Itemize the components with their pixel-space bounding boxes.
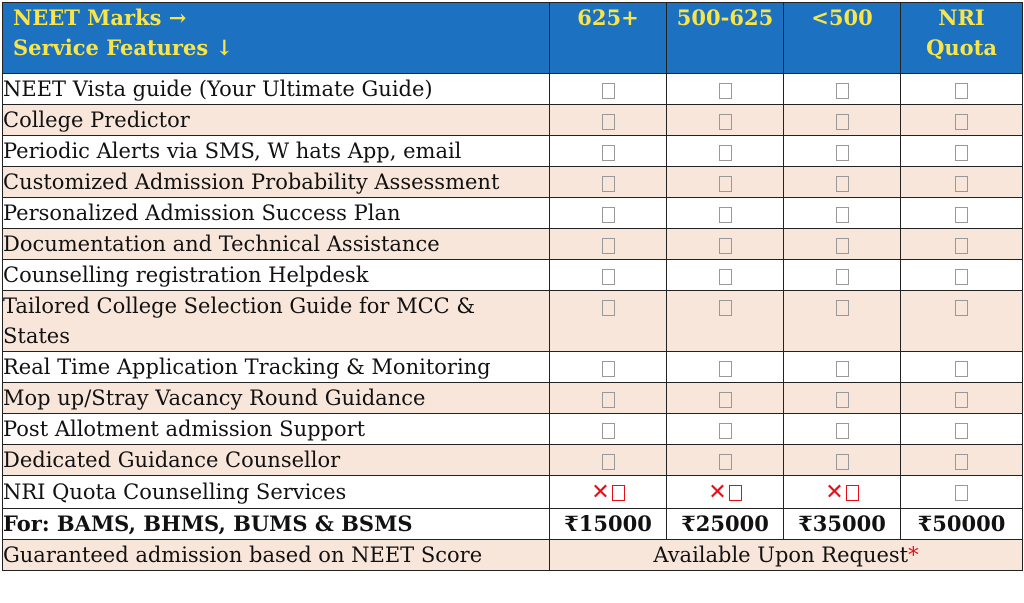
empty-box-icon [602,423,615,439]
mark-cell-nri-quota [901,291,1023,352]
red-cross-icon: ✕ [708,479,727,505]
price-row-label: For: BAMS, BHMS, BUMS & BSMS [3,508,550,539]
mark-cell-625-plus [550,414,667,445]
empty-box-icon [612,485,625,501]
mark-cell-625-plus [550,136,667,167]
mark-cell-below-500 [784,260,901,291]
mark-cell-below-500 [784,476,901,509]
feature-label-cell [3,445,550,476]
mark-cell-625-plus [550,105,667,136]
feature-label: Mop up/Stray Vacancy Round Guidance [3,386,426,410]
empty-box-icon [602,145,615,161]
empty-box-icon [846,485,859,501]
empty-box-icon [719,83,732,99]
empty-box-icon [602,454,615,470]
empty-box-icon [602,361,615,377]
feature-label-cell [3,136,550,167]
feature-label: Personalized Admission Success Plan [3,201,401,225]
empty-box-icon [955,176,968,192]
table-row [3,476,1023,509]
mark-cell-nri-quota [901,445,1023,476]
mark-cell-500-625 [667,383,784,414]
empty-box-icon [836,392,849,408]
mark-cell-500-625 [667,105,784,136]
empty-box-icon [836,300,849,316]
guarantee-asterisk: * [908,542,919,567]
empty-box-icon [602,114,615,130]
empty-box-icon [602,83,615,99]
header-service-features: Service Features ↓ [13,35,234,60]
empty-box-icon [836,238,849,254]
table-row [3,383,1023,414]
empty-box-icon [836,454,849,470]
header-row [3,3,1023,74]
empty-box-icon [955,114,968,130]
mark-cell-below-500 [784,74,901,105]
mark-cell-nri-quota [901,229,1023,260]
mark-cell-below-500 [784,445,901,476]
feature-label: Dedicated Guidance Counsellor [3,448,341,472]
mark-cell-below-500 [784,352,901,383]
empty-box-icon [719,392,732,408]
table-row [3,136,1023,167]
empty-box-icon [955,485,968,501]
empty-box-icon [719,269,732,285]
feature-label: College Predictor [3,108,190,132]
price-500-625: ₹25000 [667,508,784,539]
mark-cell-500-625 [667,352,784,383]
mark-cell-nri-quota [901,476,1023,509]
mark-cell-below-500 [784,105,901,136]
empty-box-icon [836,269,849,285]
table-row [3,229,1023,260]
mark-cell-nri-quota [901,136,1023,167]
empty-box-icon [602,300,615,316]
header-corner [3,3,550,74]
empty-box-icon [955,269,968,285]
mark-cell-nri-quota [901,167,1023,198]
feature-label: Customized Admission Probability Assessment [3,170,500,194]
mark-cell-500-625 [667,74,784,105]
table-row [3,414,1023,445]
empty-box-icon [836,114,849,130]
mark-cell-nri-quota [901,383,1023,414]
mark-cell-625-plus [550,260,667,291]
mark-cell-below-500 [784,229,901,260]
feature-label-cell [3,414,550,445]
empty-box-icon [836,83,849,99]
header-col-nri-quota [901,3,1023,74]
empty-box-icon [719,176,732,192]
empty-box-icon [955,392,968,408]
price-nri-quota: ₹50000 [901,508,1023,539]
feature-label-cell [3,229,550,260]
feature-label: NRI Quota Counselling Services [3,479,347,504]
table-row [3,198,1023,229]
table-row [3,445,1023,476]
feature-label-cell [3,198,550,229]
empty-box-icon [719,207,732,223]
mark-cell-625-plus [550,198,667,229]
header-neet-marks: NEET Marks → [13,5,187,30]
mark-cell-500-625 [667,229,784,260]
mark-cell-625-plus [550,74,667,105]
mark-cell-625-plus [550,476,667,509]
feature-label: Tailored College Selection Guide for MCC & [3,294,476,318]
empty-box-icon [719,114,732,130]
mark-cell-500-625 [667,476,784,509]
mark-cell-625-plus [550,291,667,352]
feature-label: Counselling registration Helpdesk [3,263,369,287]
feature-label-cell [3,260,550,291]
table-row [3,74,1023,105]
guarantee-row-label: Guaranteed admission based on NEET Score [3,539,550,570]
empty-box-icon [836,145,849,161]
empty-box-icon [602,176,615,192]
empty-box-icon [955,238,968,254]
mark-cell-625-plus [550,229,667,260]
table-row [3,167,1023,198]
empty-box-icon [955,454,968,470]
feature-label-cell [3,105,550,136]
mark-cell-625-plus [550,383,667,414]
empty-box-icon [836,361,849,377]
feature-label-cell [3,74,550,105]
mark-cell-500-625 [667,198,784,229]
mark-cell-nri-quota [901,198,1023,229]
mark-cell-below-500 [784,136,901,167]
mark-cell-below-500 [784,414,901,445]
empty-box-icon [955,423,968,439]
mark-cell-500-625 [667,445,784,476]
empty-box-icon [602,392,615,408]
mark-cell-500-625 [667,414,784,445]
price-below-500: ₹35000 [784,508,901,539]
empty-box-icon [719,361,732,377]
mark-cell-nri-quota [901,105,1023,136]
feature-rows [3,74,1023,509]
mark-cell-nri-quota [901,74,1023,105]
guarantee-value: Available Upon Request [653,542,909,567]
empty-box-icon [955,300,968,316]
red-cross-icon: ✕ [825,479,844,505]
empty-box-icon [719,145,732,161]
empty-box-icon [955,361,968,377]
feature-label-line2: States [3,324,70,348]
price-625-plus: ₹15000 [550,508,667,539]
empty-box-icon [955,207,968,223]
empty-box-icon [602,269,615,285]
table-row [3,352,1023,383]
mark-cell-below-500 [784,383,901,414]
empty-box-icon [836,176,849,192]
mark-cell-625-plus [550,167,667,198]
header-nri: NRI [938,5,985,30]
header-col-below-500: <500 [784,3,901,74]
header-col-625-plus: 625+ [550,3,667,74]
feature-label: Post Allotment admission Support [3,417,366,441]
table-row [3,260,1023,291]
red-cross-icon: ✕ [591,479,610,505]
feature-label-cell [3,383,550,414]
mark-cell-500-625 [667,136,784,167]
empty-box-icon [719,423,732,439]
mark-cell-625-plus [550,445,667,476]
empty-box-icon [602,207,615,223]
header-col-500-625: 500-625 [667,3,784,74]
table-row [3,291,1023,352]
empty-box-icon [955,145,968,161]
mark-cell-below-500 [784,291,901,352]
feature-label: NEET Vista guide (Your Ultimate Guide) [3,77,433,101]
empty-box-icon [719,454,732,470]
empty-box-icon [836,207,849,223]
feature-label: Real Time Application Tracking & Monitoring [3,355,491,379]
feature-label-cell [3,291,550,352]
mark-cell-nri-quota [901,414,1023,445]
mark-cell-below-500 [784,167,901,198]
empty-box-icon [955,83,968,99]
price-row [3,508,1023,539]
feature-label: Periodic Alerts via SMS, W hats App, email [3,139,462,163]
empty-box-icon [836,423,849,439]
mark-cell-500-625 [667,260,784,291]
mark-cell-below-500 [784,198,901,229]
feature-label-cell [3,352,550,383]
table-row [3,105,1023,136]
service-comparison-table [2,2,1023,571]
guarantee-row [3,539,1023,570]
mark-cell-nri-quota [901,352,1023,383]
feature-label: Documentation and Technical Assistance [3,232,440,256]
mark-cell-nri-quota [901,260,1023,291]
empty-box-icon [719,300,732,316]
empty-box-icon [719,238,732,254]
mark-cell-500-625 [667,291,784,352]
empty-box-icon [602,238,615,254]
feature-label-cell [3,167,550,198]
feature-label-cell [3,476,550,509]
mark-cell-500-625 [667,167,784,198]
header-quota: Quota [926,35,997,60]
mark-cell-625-plus [550,352,667,383]
guarantee-value-cell [550,539,1023,570]
empty-box-icon [729,485,742,501]
